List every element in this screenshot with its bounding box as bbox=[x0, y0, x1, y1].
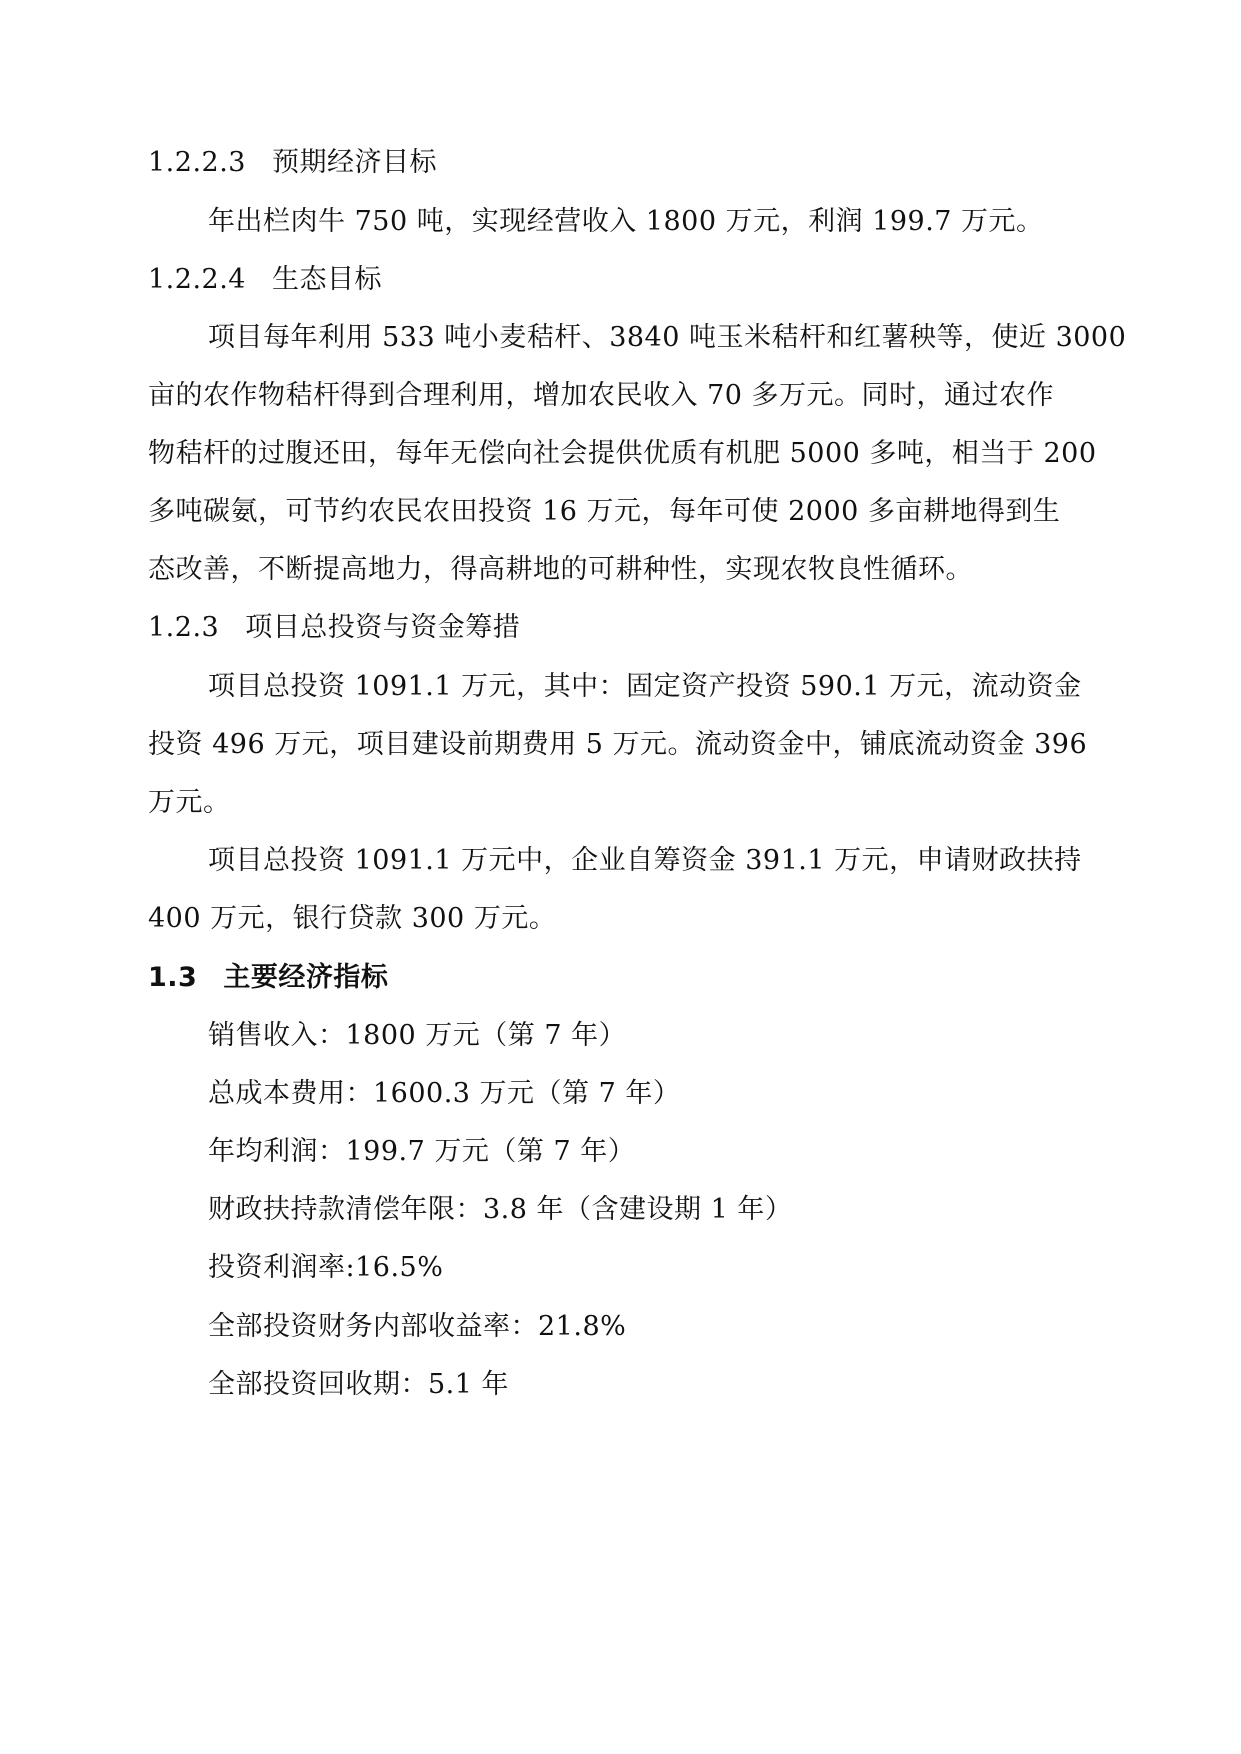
paragraph-line: 400 万元，银行贷款 300 万元。 bbox=[148, 903, 557, 934]
section-heading-1-2-2-3 bbox=[148, 146, 1118, 180]
section-number: 1.2.3 bbox=[148, 612, 220, 643]
indicator-item: 投资利润率:16.5% bbox=[208, 1252, 444, 1283]
section-title: 预期经济目标 bbox=[271, 147, 437, 178]
section-heading-1-2-2-4 bbox=[148, 263, 1118, 297]
paragraph-line: 多吨碳氨，可节约农民农田投资 16 万元，每年可使 2000 多亩耕地得到生 bbox=[148, 496, 1061, 527]
paragraph-line: 项目总投资 1091.1 万元中，企业自筹资金 391.1 万元，申请财政扶持 bbox=[208, 845, 1082, 876]
section-heading-1-2-3 bbox=[148, 611, 1118, 645]
paragraph-line: 项目每年利用 533 吨小麦秸杆、3840 吨玉米秸杆和红薯秧等，使近 3000 bbox=[208, 322, 1127, 353]
indicator-item: 销售收入：1800 万元（第 7 年） bbox=[208, 1020, 627, 1051]
section-title: 主要经济指标 bbox=[223, 962, 389, 993]
section-number: 1.2.2.3 bbox=[148, 147, 246, 178]
indicator-item: 总成本费用：1600.3 万元（第 7 年） bbox=[208, 1078, 681, 1109]
paragraph-line: 项目总投资 1091.1 万元，其中：固定资产投资 590.1 万元，流动资金 bbox=[208, 671, 1082, 702]
indicator-item: 年均利润：199.7 万元（第 7 年） bbox=[208, 1136, 636, 1167]
section-number: 1.2.2.4 bbox=[148, 264, 246, 295]
paragraph-line: 亩的农作物秸杆得到合理利用，增加农民收入 70 多万元。同时，通过农作 bbox=[148, 380, 1055, 411]
indicator-item: 全部投资财务内部收益率：21.8% bbox=[208, 1311, 627, 1342]
section-title: 生态目标 bbox=[271, 264, 382, 295]
section-title: 项目总投资与资金筹措 bbox=[245, 612, 521, 643]
paragraph-line: 物秸杆的过腹还田，每年无偿向社会提供优质有机肥 5000 多吨，相当于 200 bbox=[148, 438, 1097, 469]
paragraph-economic-goal: 年出栏肉牛 750 吨，实现经营收入 1800 万元，利润 199.7 万元。 bbox=[208, 206, 1044, 237]
paragraph-line: 态改善，不断提高地力，得高耕地的可耕种性，实现农牧良性循环。 bbox=[148, 554, 973, 585]
indicator-item: 财政扶持款清偿年限：3.8 年（含建设期 1 年） bbox=[208, 1194, 793, 1225]
section-number: 1.3 bbox=[148, 962, 198, 993]
section-heading-1-3 bbox=[148, 961, 1118, 995]
indicator-item: 全部投资回收期：5.1 年 bbox=[208, 1369, 510, 1400]
paragraph-line: 万元。 bbox=[148, 787, 231, 818]
paragraph-line: 投资 496 万元，项目建设前期费用 5 万元。流动资金中，铺底流动资金 396 bbox=[148, 729, 1088, 760]
